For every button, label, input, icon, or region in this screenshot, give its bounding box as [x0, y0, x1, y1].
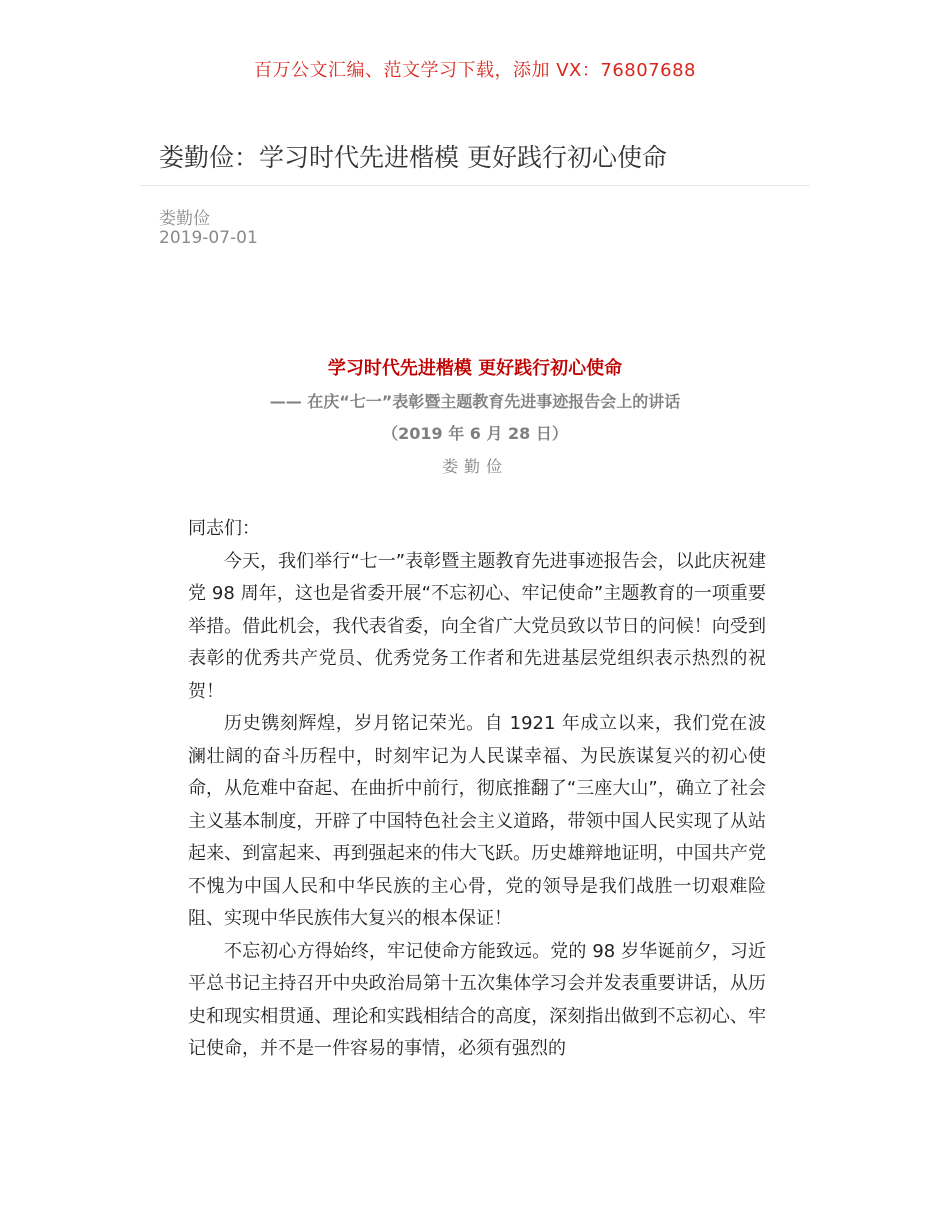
watermark-banner: 百万公文汇编、范文学习下载，添加 VX：76807688 [254, 60, 696, 81]
article-title: 娄勤俭：学习时代先进楷模 更好践行初心使命 [159, 143, 667, 172]
speech-author: 娄勤俭 [441, 457, 508, 476]
article-author: 娄勤俭 [159, 209, 210, 229]
speech-body [188, 513, 766, 1066]
body-paragraph: 今天，我们举行“七一”表彰暨主题教育先进事迹报告会，以此庆祝建党 98 周年，这也是省委开展“不忘初心、牢记使命”主题教育的一项重要举措。借此机会，我代表省委，向全省广大党员致以节日的问候！向受到表彰的优秀共产党员、优秀党务工作者和先进基层党组织表示热烈的祝贺！ [188, 550, 766, 702]
speech-subtitle: —— 在庆“七一”表彰暨主题教育先进事迹报告会上的讲话 [269, 392, 681, 411]
speech-date: （2019 年 6 月 28 日） [382, 424, 568, 443]
article-date: 2019-07-01 [159, 228, 258, 248]
title-divider [140, 185, 810, 186]
greeting-paragraph: 同志们： [188, 518, 260, 539]
body-paragraph: 历史镌刻辉煌，岁月铭记荣光。自 1921 年成立以来，我们党在波澜壮阔的奋斗历程中，时刻牢记为人民谋幸福、为民族谋复兴的初心使命，从危难中奋起、在曲折中前行，彻底推翻了“三座大山”，确立了社会主义基本制度，开辟了中国特色社会主义道路，带领中国人民实现了从站起来、到富起来、再到强起来的伟大飞跃。历史雄辩地证明，中国共产党不愧为中国人民和中华民族的主心骨，党的领导是我们战胜一切艰难险阻、实现中华民族伟大复兴的根本保证！ [188, 713, 766, 929]
speech-title: 学习时代先进楷模 更好践行初心使命 [327, 358, 623, 379]
body-paragraph: 不忘初心方得始终，牢记使命方能致远。党的 98 岁华诞前夕，习近平总书记主持召开中央政治局第十五次集体学习会并发表重要讲话，从历史和现实相贯通、理论和实践相结合的高度，深刻指出做到不忘初心、牢记使命，并不是一件容易的事情，必须有强烈的 [188, 940, 766, 1059]
